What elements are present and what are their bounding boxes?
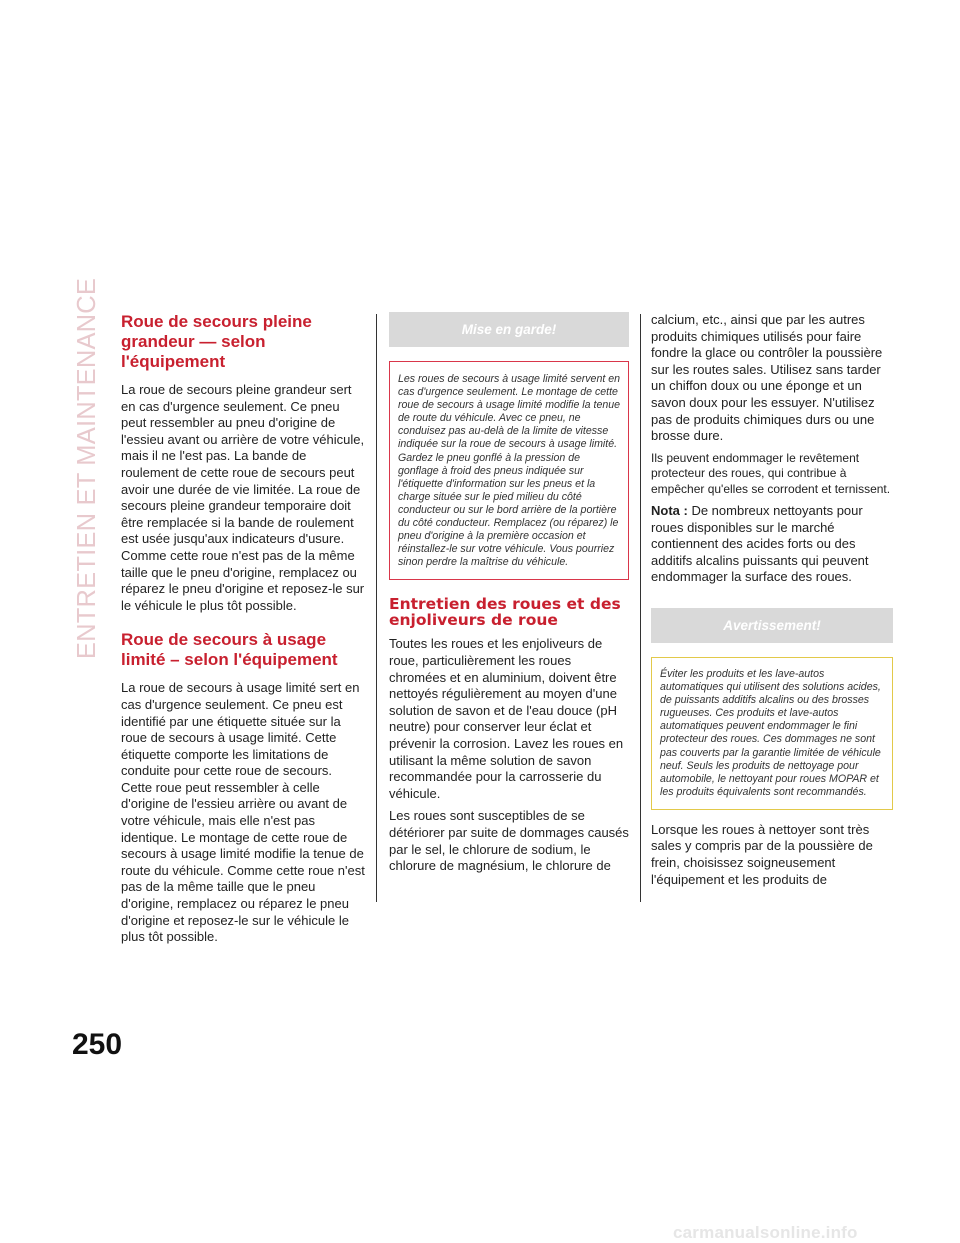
warning-box [651, 657, 893, 810]
site-watermark: carmanualsonline.info [673, 1223, 858, 1242]
paragraph-limited-use-spare: La roue de secours à usage limité sert en cas d'urgence seulement. Ce pneu est identifié par une étiquette située sur la roue de secours à usage limité. Cette étiquette comporte les limitations de conduite pour cette roue de secours. Cette roue peut ressembler à celle d'origine de l'essieu arrière ou avant de votre véhicule, mais elle n'est pas identique. Le montage de cette roue de secours à usage limité modifie la tenue de route du véhicule. Comme cette roue n'est pas de la même taille que le pneu d'origine, remplacez ou réparez le pneu d'origine et reposez-le sur le véhicule le plus tôt possible. [121, 680, 365, 945]
heading-wheel-care: Entretien des roues et des enjoliveurs de roue [389, 595, 621, 630]
page-number: 250 [72, 1028, 123, 1061]
column-2 [389, 312, 629, 881]
nota-paragraph [651, 503, 893, 586]
nota-text: De nombreux nettoyants pour roues disponibles sur le marché contiennent des acides forts ou des additifs alcalins puissants qui peuvent endommager la surface des roues. [651, 502, 869, 585]
paragraph-protective-coating: Ils peuvent endommager le revêtement protecteur des roues, qui contribue à empêcher qu'elles se corrodent et ternissent. [651, 450, 891, 496]
heading-full-size-spare: Roue de secours pleine grandeur — selon l'équipement [121, 312, 312, 371]
heading-limited-use-spare: Roue de secours à usage limité – selon l'équipement [121, 630, 338, 670]
chapter-title-text: ENTRETIEN ET MAINTENANCE [73, 277, 102, 659]
paragraph-full-size-spare: La roue de secours pleine grandeur sert en cas d'urgence seulement. Ce pneu peut ressembler au pneu d'origine de l'essieu avant ou arrière de votre véhicule, mais il ne l'est pas. La bande de roulement de cette roue de secours peut avoir une durée de vie limitée. La roue de secours pleine grandeur temporaire doit être remplacée si la bande de roulement est usée jusqu'aux indicateurs d'usure. Comme cette roue n'est pas de la même taille que le pneu d'origine, remplacez ou réparez le pneu d'origine et reposez-le sur le véhicule le plus tôt possible. [121, 382, 365, 613]
paragraph-dirty-wheels: Lorsque les roues à nettoyer sont très sales y compris par de la poussière de frein, choisissez soigneusement l'équipement et les produits de [651, 821, 873, 887]
column-1 [121, 312, 365, 952]
paragraph-wheel-care-1: Toutes les roues et les enjoliveurs de roue, particulièrement les roues chromées et en aluminium, doivent être nettoyés régulièrement au moyen d'une solution de savon et de l'eau douce (pH neutre) pour conserver leur éclat et prévenir la corrosion. Lavez les roues en utilisant la même solution de savon recommandée pour la carrosserie du véhicule. [389, 636, 624, 801]
warning-header: Avertissement! [651, 608, 893, 643]
caution-header: Mise en garde! [389, 312, 629, 347]
caution-text: Les roues de secours à usage limité servent en cas d'urgence seulement. Le montage de cette roue de secours à usage limité modifie la tenue de route du véhicule. Avec ce pneu, ne conduisez pas au-delà de la limite de vitesse indiquée sur la roue de secours à usage limité. Gardez le pneu gonflé à la pression de gonflage à froid des pneus indiquée sur l'étiquette d'information sur les pneus et la charge située sur le pied milieu du côté conducteur ou sur le bord arrière de la portière du côté conducteur. Remplacez (ou réparez) le pneu d'origine à la première occasion et réinstallez-le sur votre véhicule. Vous pourriez sinon perdre la maîtrise du véhicule. [398, 373, 621, 569]
column-divider-2 [640, 314, 641, 902]
chapter-side-title [73, 277, 103, 659]
caution-box [389, 361, 629, 580]
column-divider-1 [376, 314, 377, 902]
paragraph-continued: calcium, etc., ainsi que par les autres produits chimiques utilisés pour faire fondre la glace ou contrôler la poussière sur les routes sales. Utilisez sans tarder un chiffon doux ou une éponge et un savon doux pour les essuyer. N'utilisez pas de produits chimiques durs ou une brosse dure. [651, 312, 883, 444]
column-3 [651, 312, 893, 894]
warning-text: Éviter les produits et les lave-autos automatiques qui utilisent des solutions acides, de puissants additifs alcalins ou des brosses rugueuses. Ces produits et lave-autos automatiques peuvent endommager le fini protecteur des roues. Ces dommages ne sont pas couverts par la garantie limitée de véhicule neuf. Seuls les produits de nettoyage pour automobile, le nettoyant pour roues MOPAR et les produits équivalents sont recommandés. [660, 667, 881, 798]
paragraph-wheel-care-2: Les roues sont susceptibles de se détériorer par suite de dommages causés par le sel, le chlorure de sodium, le chlorure de magnésium, le chlorure de [389, 808, 629, 874]
nota-label: Nota : [651, 502, 688, 518]
